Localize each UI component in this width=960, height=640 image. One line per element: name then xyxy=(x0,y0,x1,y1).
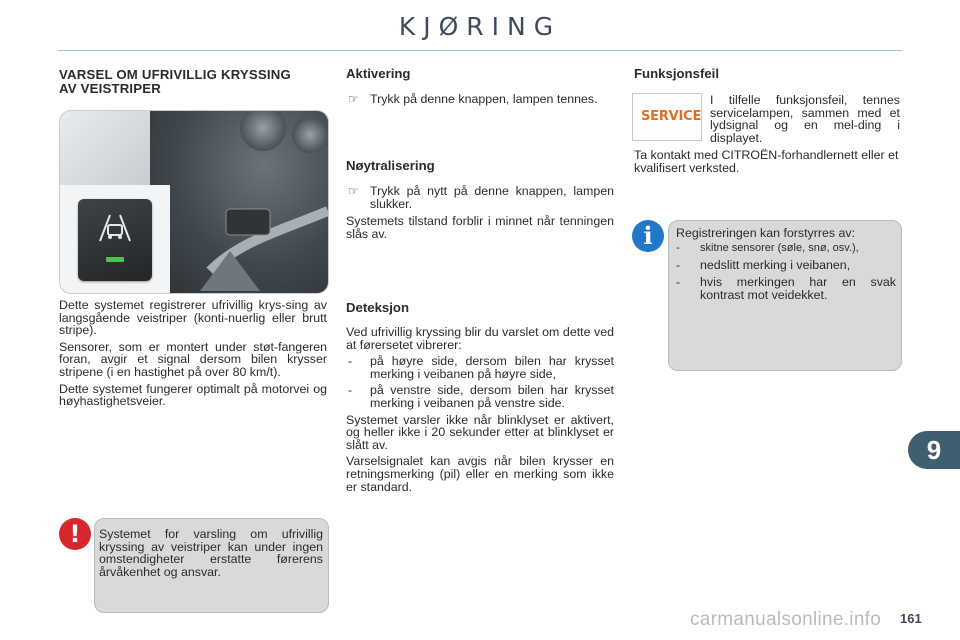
activation-step-text: Trykk på denne knappen, lampen tennes. xyxy=(370,92,598,106)
activation-section xyxy=(346,66,614,106)
neutralisation-section xyxy=(346,158,614,244)
section-heading-lane-departure: VARSEL OM UFRIVILLIG KRYSSING AV VEISTRIPER xyxy=(59,67,291,96)
detection-intro: Ved ufrivillig kryssing blir du varslet om dette ved at førersetet vibrerer: xyxy=(346,325,614,352)
watermark: carmanualsonline.info xyxy=(690,609,882,630)
dashboard-photo xyxy=(59,110,329,294)
list-item: - hvis merkingen har en svak kontrast mot veidekket. xyxy=(676,275,896,302)
activation-step xyxy=(346,93,614,106)
paragraph: Dette systemet fungerer optimalt på motorvei og høyhastighetsveier. xyxy=(59,381,327,409)
list-item: - på venstre side, dersom bilen har krysset merking i veibanen på venstre side. xyxy=(348,383,614,410)
neutralisation-step xyxy=(346,185,614,210)
exclamation-icon: ! xyxy=(59,518,91,550)
fault-text: I tilfelle funksjonsfeil, tennes servicelampen, sammen med et lydsignal og en mel-ding i displayet. xyxy=(710,93,900,145)
page-number: 161 xyxy=(900,611,922,626)
list-item: - på høyre side, dersom bilen har krysset merking i veibanen på høyre side, xyxy=(348,354,614,381)
warning-text: Systemet for varsling om ufrivillig kryssing av veistriper kan under ingen omstendigheter erstatte førerens årvåkenhet og ansvar. xyxy=(99,527,323,579)
neutralisation-heading: Nøytralisering xyxy=(346,158,435,173)
air-vent-icon xyxy=(292,117,328,153)
switch-inset xyxy=(60,185,170,293)
lane-departure-icon xyxy=(96,213,134,243)
info-content xyxy=(676,226,896,306)
service-icon: SERVICE xyxy=(641,109,702,124)
activation-heading: Aktivering xyxy=(346,66,411,81)
switch-indicator-led xyxy=(106,257,124,262)
detection-section xyxy=(346,300,614,497)
paragraph: Dette systemet registrerer ufrivillig krys-sing av langsgående veistriper (konti-nuerlig eller brutt stripe). xyxy=(59,298,327,338)
service-warning-lamp xyxy=(632,93,702,141)
list-item: - skitne sensorer (søle, snø, osv.), xyxy=(676,242,859,254)
page-title: KJØRING xyxy=(398,12,562,41)
fault-heading: Funksjonsfeil xyxy=(634,66,719,81)
neutralisation-note: Systemets tilstand forblir i minnet når tenningen slås av. xyxy=(346,214,614,241)
info-icon: i xyxy=(632,220,664,252)
neutralisation-step-text: Trykk på nytt på denne knappen, lampen slukker. xyxy=(370,184,614,211)
paragraph: Systemet varsler ikke når blinklyset er aktivert, og heller ikke i 20 sekunder etter at blinklyset er slått av. xyxy=(346,412,614,452)
pointing-hand-icon: ☞ xyxy=(348,184,359,198)
detection-heading: Deteksjon xyxy=(346,300,410,315)
steering-column-illustration xyxy=(200,151,329,291)
paragraph: Sensorer, som er montert under støt-fangeren foran, avgir et signal dersom bilen krysser stripene (i en hastighet på over 80 km/t). xyxy=(59,339,327,379)
info-title: Registreringen kan forstyrres av: xyxy=(676,226,856,240)
paragraph: Varselsignalet kan avgis når bilen krysser en retningsmerking (pil) eller en merking som ikke er standard. xyxy=(346,454,614,494)
pointing-hand-icon: ☞ xyxy=(348,92,359,106)
header-divider xyxy=(58,50,902,51)
contact-text: Ta kontakt med CITROËN-forhandlernett eller et kvalifisert verksted. xyxy=(634,148,899,175)
list-item: - nedslitt merking i veibanen, xyxy=(676,258,851,272)
chapter-tab[interactable]: 9 xyxy=(908,431,960,469)
lane-departure-switch[interactable] xyxy=(78,199,152,281)
